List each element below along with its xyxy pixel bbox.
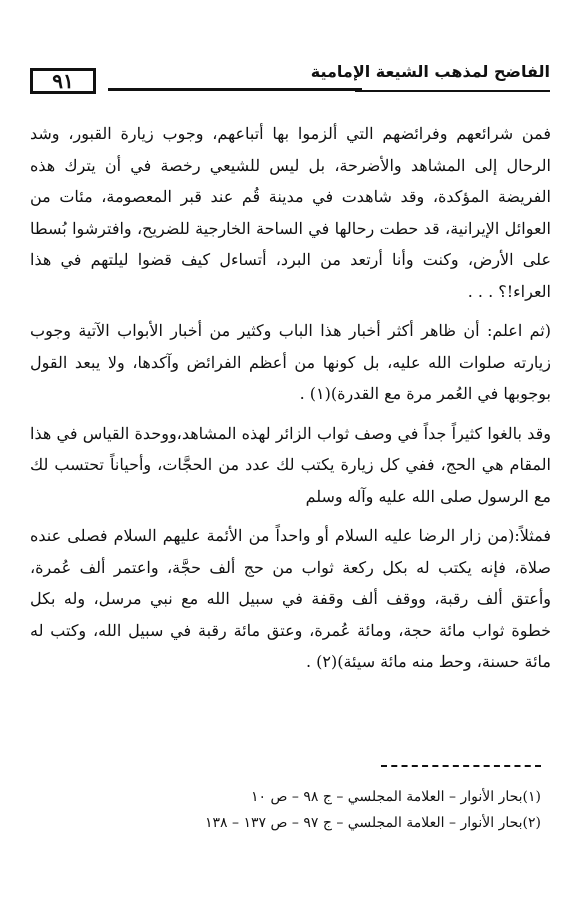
footnote: (٢)بحار الأنوار – العلامة المجلسي – ج ٩٧ – ص ١٣٧ – ١٣٨ <box>205 815 541 831</box>
quote-paragraph: (ثم اعلم: أن ظاهر أكثر أخبار هذا الباب وكثير من أخبار الأبواب الآتية وجوب زيارته صلوات الله عليه، بل كونها من أعظم الفرائض وآكدها، ولا يبعد القول بوجوبها في العُمر مرة مع القدرة)(١) . <box>30 321 551 403</box>
header-rule <box>108 88 362 91</box>
paragraph: وقد بالغوا كثيراً جداً في وصف ثواب الزائر لهذه المشاهد،ووحدة القياس في هذا المقام هي الحج، ففي كل زيارة يكتب لك عدد من الحجَّات، وأحياناً تحتسب لك مع الرسول صلى الله عليه وآله وسلم <box>30 423 551 506</box>
running-title: الفاضح لمذهب الشيعة الإمامية <box>310 62 550 81</box>
footnote: (١)بحار الأنوار – العلامة المجلسي – ج ٩٨ – ص ١٠ <box>251 789 541 805</box>
page-header <box>30 60 550 96</box>
title-underline <box>355 90 550 92</box>
footnote-separator <box>381 765 541 767</box>
body-text <box>30 118 551 678</box>
quote-paragraph: فمثلاً:(من زار الرضا عليه السلام أو واحداً من الأئمة عليهم السلام فصلى عنده صلاة، فإنه يكتب له بكل ركعة ثواب من حج ألف حجَّة، واعتمر ألف عُمرة، وأعتق ألف رقبة، ووقف ألف وقفة في سبيل الله مع نبي مرسل، وله بكل خطوة ثواب مائة حجة، ومائة عُمرة، وعتق مائة رقبة في سبيل الله، وكتب له مائة حسنة، وحط منه مائة سيئة)(٢) . <box>30 526 551 671</box>
paragraph: فمن شرائعهم وفرائضهم التي ألزموا بها أتباعهم، وجوب زيارة القبور، وشد الرحال إلى المشاهد والأضرحة، بل ليس للشيعي رخصة في أن يترك هذه الفريضة المؤكدة، وقد شاهدت في مدينة قُم عند قبر المعصومة، مئات من العوائل الإيرانية، قد حطت رحالها في الساحة الخارجية للضريح، وافترشوا بُسطا على الأرض، وكنت وأنا أرتعد من البرد، أتساءل كيف قضوا ليلتهم في هذا العراء!؟ . . . <box>30 124 551 301</box>
page-number: ٩١ <box>30 68 96 94</box>
footnotes <box>181 784 541 836</box>
